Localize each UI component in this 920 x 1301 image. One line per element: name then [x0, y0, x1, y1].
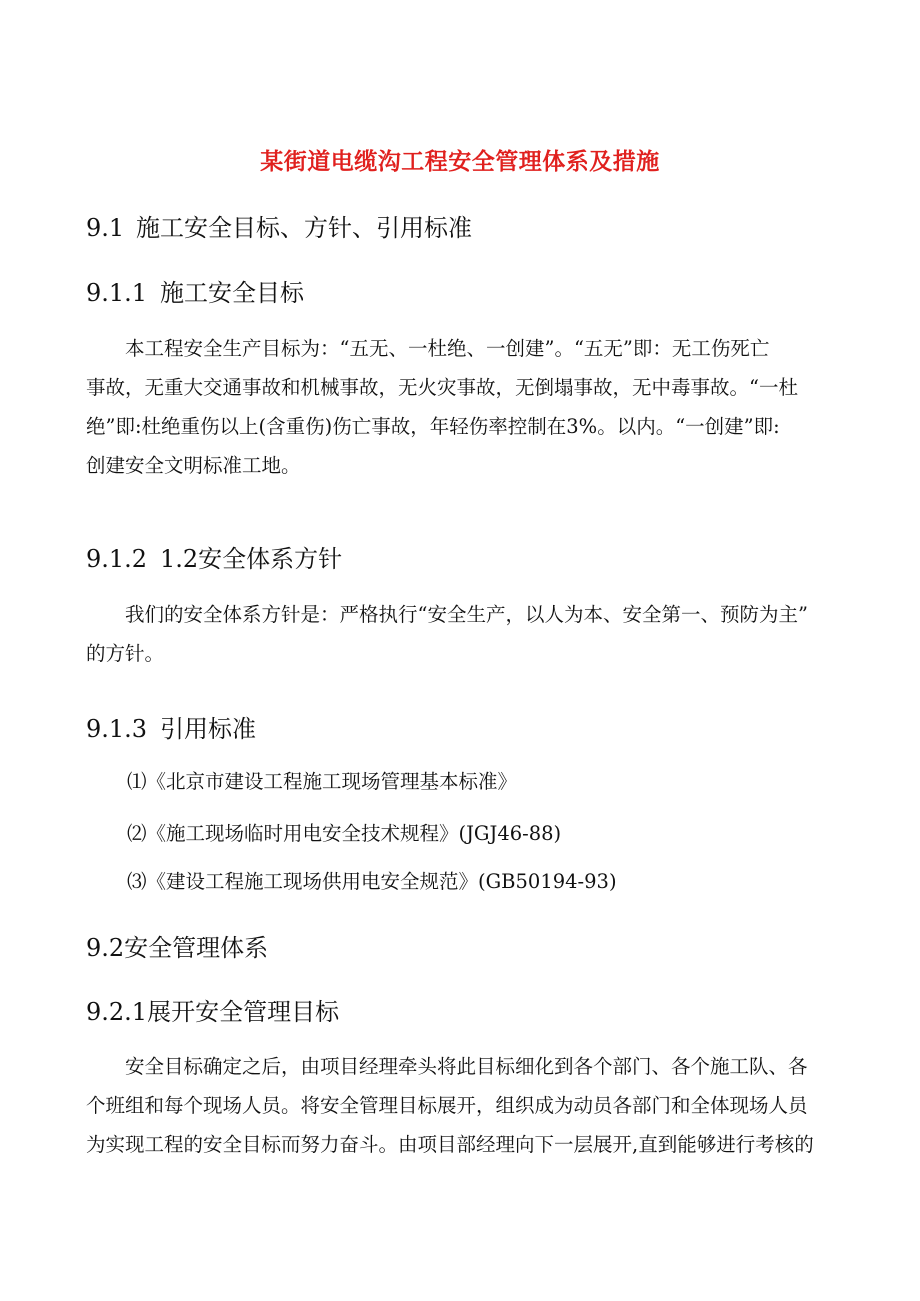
heading-number: 9.1.2 — [86, 545, 148, 573]
heading-number: 9.1.1 — [86, 279, 148, 307]
reference-item-2: ⑵《施工现场临时用电安全技术规程》(JGJ46-88) — [127, 822, 562, 845]
heading-text: 施工安全目标 — [160, 279, 304, 307]
paragraph-safety-goal — [86, 329, 838, 485]
paragraph-goal-deployment — [86, 1047, 838, 1164]
heading-number: 9.1.3 — [86, 715, 148, 743]
heading-text: 施工安全目标、方针、引用标准 — [136, 214, 472, 242]
paragraph-line: 本工程安全生产目标为：“五无、一杜绝、一创建”。“五无”即：无工伤死亡 — [125, 337, 770, 360]
heading-text: 引用标准 — [160, 715, 256, 743]
paragraph-line: 的方针。 — [86, 642, 165, 665]
paragraph-line: 创建安全文明标准工地。 — [86, 454, 301, 477]
heading-9-2: 9.2安全管理体系 — [86, 934, 269, 962]
heading-9-1 — [86, 208, 472, 243]
paragraph-line: 事故，无重大交通事故和机械事故，无火灾事故，无倒塌事故，无中毒事故。“一杜 — [86, 376, 798, 399]
paragraph-safety-policy — [86, 595, 838, 673]
reference-item-1: ⑴《北京市建设工程施工现场管理基本标准》 — [127, 770, 518, 793]
heading-text: 1.2安全体系方针 — [160, 545, 343, 573]
paragraph-line: 我们的安全体系方针是：严格执行“安全生产，以人为本、安全第一、预防为主” — [125, 603, 808, 626]
heading-9-1-3 — [86, 709, 256, 744]
heading-9-2-1: 9.2.1展开安全管理目标 — [86, 998, 340, 1026]
heading-number: 9.1 — [86, 214, 125, 242]
paragraph-line: 个班组和每个现场人员。将安全管理目标展开，组织成为动员各部门和全体现场人员 — [86, 1094, 808, 1117]
reference-item-3: ⑶《建设工程施工现场供用电安全规范》(GB50194-93) — [127, 870, 617, 893]
paragraph-line: 安全目标确定之后，由项目经理牵头将此目标细化到各个部门、各个施工队、各 — [125, 1055, 808, 1078]
heading-9-1-2 — [86, 539, 342, 574]
heading-9-1-1 — [86, 273, 304, 308]
document-title: 某街道电缆沟工程安全管理体系及措施 — [260, 148, 660, 175]
paragraph-line: 绝”即:杜绝重伤以上(含重伤)伤亡事故，年轻伤率控制在3%。以内。“一创建”即: — [86, 415, 780, 438]
paragraph-line: 为实现工程的安全目标而努力奋斗。由项目部经理向下一层展开,直到能够进行考核的 — [86, 1133, 814, 1156]
